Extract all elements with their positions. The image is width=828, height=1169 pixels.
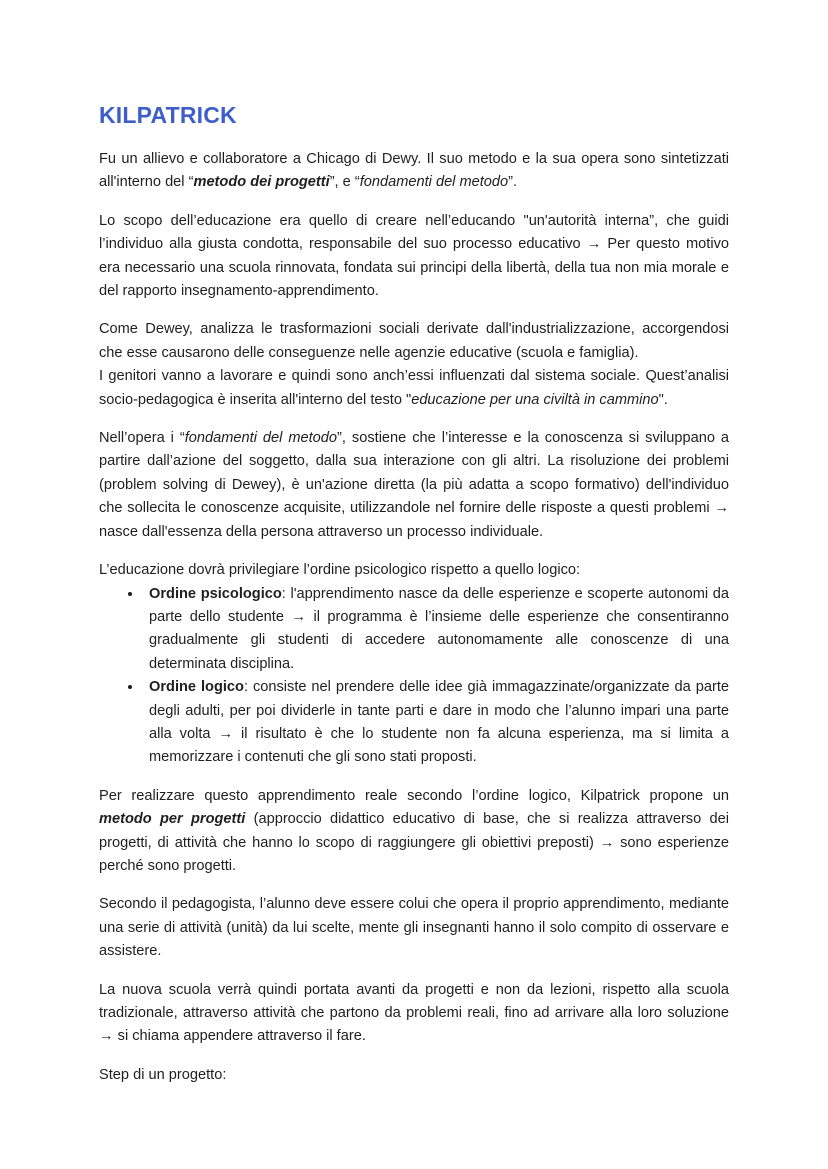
document-title: KILPATRICK	[99, 102, 237, 128]
paragraph	[99, 785, 729, 879]
text-run: (approccio didattico educativo di base, che si realizza attraverso dei progetti, di attività che hanno lo scopo di raggiungere gli obiettivi preposti) → sono esperienze perché sono progetti.	[99, 811, 729, 874]
paragraph	[99, 979, 729, 1049]
paragraph	[99, 1064, 729, 1087]
paragraph	[99, 559, 729, 582]
text-run: Ordine logico	[149, 679, 244, 696]
text-run: Nell’opera i “	[99, 430, 185, 447]
text-run: fondamenti del metodo	[184, 430, 338, 447]
text-run: Secondo il pedagogista, l’alunno deve essere colui che opera il proprio apprendimento, mediante una serie di attività (unità) da lui scelte, mente gli insegnanti hanno il solo compito di osservare e assistere.	[99, 896, 729, 960]
text-run: ”, sostiene che l’interesse e la conoscenza si sviluppano a partire dall’azione del soggetto, dalla sua interazione con gli altri. La risoluzione dei problemi (problem solving di Dewey), è un'azione diretta (la più adatta a scopo formativo) dell'individuo che sollecita le conoscenze acquisite, utilizzandole nel fornire delle risposte a questi problemi → nasce dall'essenza della persona attraverso un processo individuale.	[99, 430, 730, 540]
text-run: : consiste nel prendere delle idee già immagazzinate/organizzate da parte degli adulti, per poi dividerle in tante parti e dare in modo che l’alunno impari una parte alla volta → il risultato è che lo studente non fa alcuna esperienza, ma si limita a memorizzare i contenuti che gli sono stati proposti.	[149, 679, 729, 766]
bullet-item	[143, 583, 729, 677]
bullet-item	[143, 676, 729, 770]
text-run: ".	[658, 391, 668, 408]
text-run: metodo per progetti	[99, 811, 246, 828]
text-run: Come Dewey, analizza le trasformazioni sociali derivate dall'industrializzazione, accorgendosi che esse causarono delle conseguenze nelle agenzie educative (scuola e famiglia).	[99, 321, 729, 361]
text-run: ”, e “	[329, 174, 360, 191]
document-body	[99, 148, 729, 1087]
text-run: ”.	[508, 174, 518, 191]
bullet-list	[99, 583, 729, 770]
text-run: La nuova scuola verrà quindi portata avanti da progetti e non da lezioni, rispetto alla scuola tradizionale, attraverso attività che partono da problemi reali, fino ad arrivare alla loro soluzione → si chiama appendere attraverso il fare.	[99, 981, 729, 1045]
paragraph	[99, 427, 729, 544]
text-run: I genitori vanno a lavorare e quindi sono anch’essi influenzati dal sistema sociale. Quest’analisi socio-pedagogica è inserita all'interno del testo "	[99, 368, 729, 408]
text-run: Per realizzare questo apprendimento reale secondo l’ordine logico, Kilpatrick propone un	[99, 787, 729, 804]
paragraph	[99, 893, 729, 963]
text-run: Fu un allievo e collaboratore a Chicago di Dewy. Il suo metodo e la sua opera sono sintetizzati all'interno del “	[99, 151, 729, 191]
text-run: : l'apprendimento nasce da delle esperienze e scoperte autonomi da parte dello studente → il programma è l’insieme delle esperienze che consentiranno gradualmente gli studenti di accedere autonomamente alle conoscenze di una determinata disciplina.	[149, 585, 730, 672]
paragraph	[99, 318, 729, 412]
text-run: Ordine psicologico	[149, 585, 282, 602]
text-run: Lo scopo dell’educazione era quello di creare nell’educando "un'autorità interna”, che guidi l’individuo alla giusta condotta, responsabile del suo processo educativo → Per questo motivo era necessario una scuola rinnovata, fondata sui principi della libertà, della tua non mia morale e del rapporto insegnamento-apprendimento.	[99, 212, 729, 300]
text-run: L’educazione dovrà privilegiare l’ordine psicologico rispetto a quello logico:	[99, 562, 581, 579]
paragraph	[99, 210, 729, 304]
paragraph	[99, 148, 729, 195]
text-run: educazione per una civiltà in cammino	[411, 391, 659, 408]
text-run: fondamenti del metodo	[359, 174, 509, 191]
document-content	[99, 103, 729, 1102]
text-run: Step di un progetto:	[99, 1066, 227, 1083]
text-run: metodo dei progetti	[193, 174, 330, 191]
